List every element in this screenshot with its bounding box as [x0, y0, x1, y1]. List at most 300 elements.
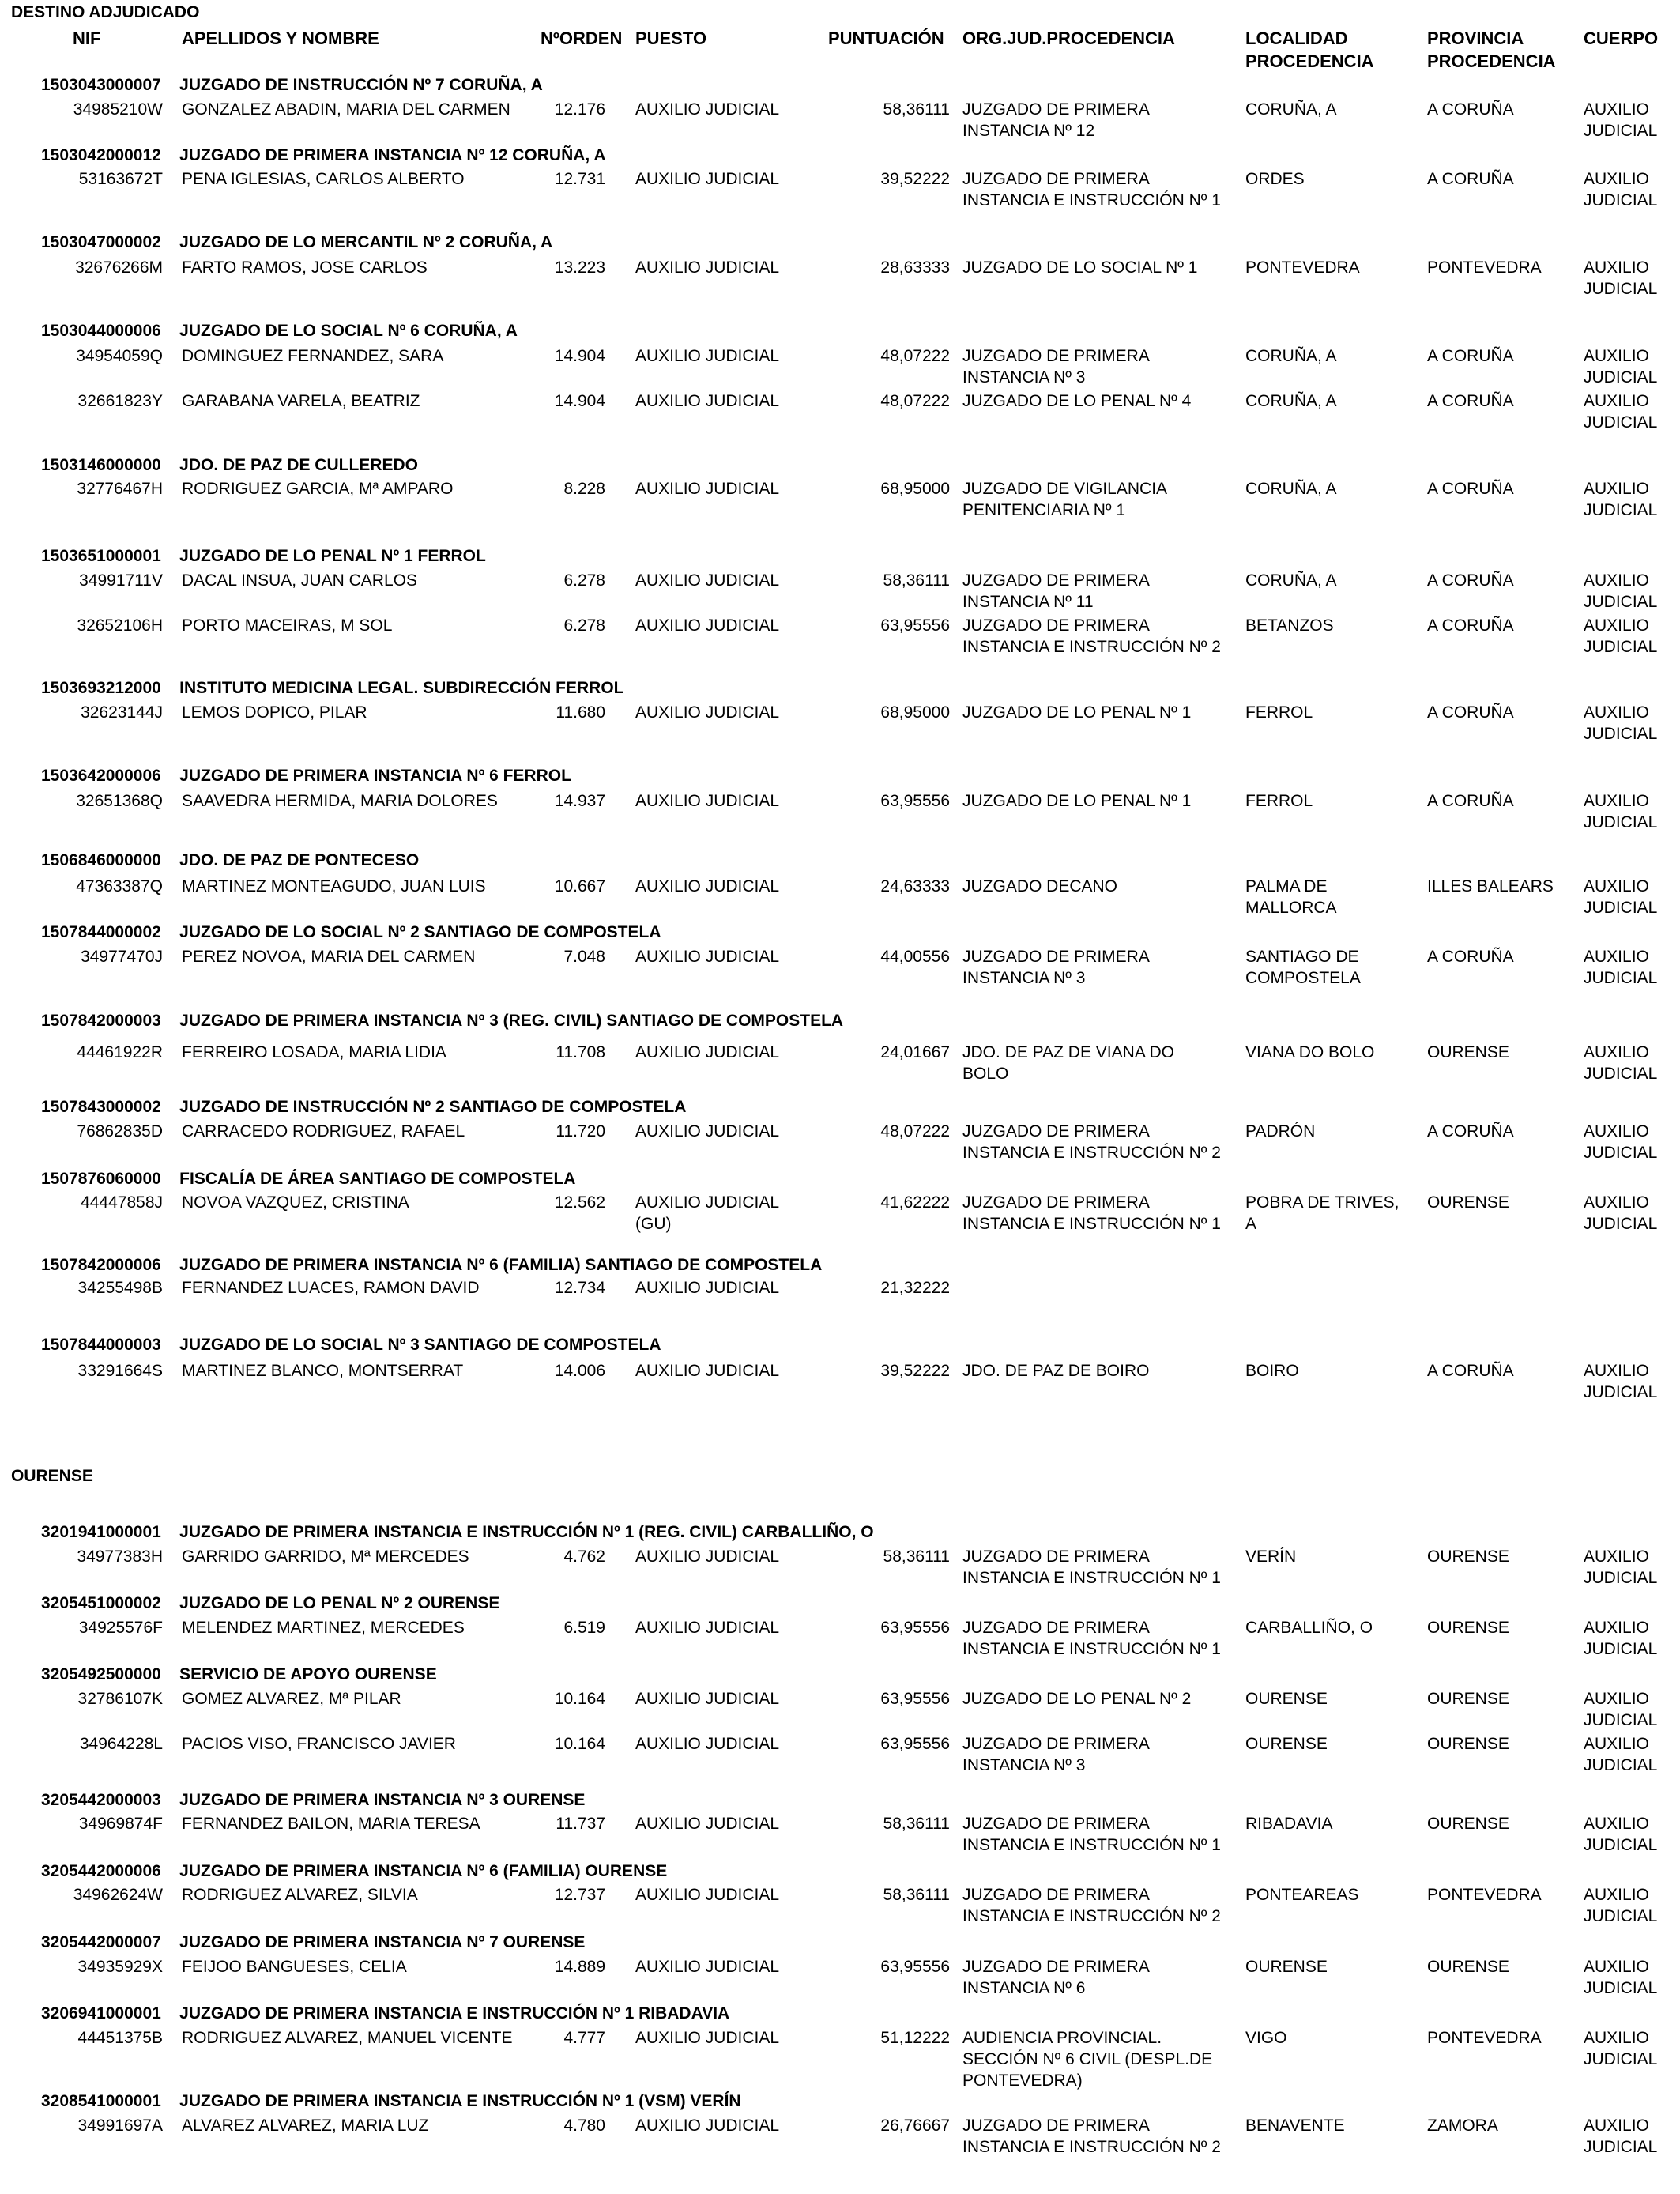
corps-cell-line: AUXILIO [1584, 347, 1649, 365]
name-cell: SAAVEDRA HERMIDA, MARIA DOLORES [182, 792, 498, 810]
origin-court-cell-line: INSTANCIA E INSTRUCCIÓN Nº 2 [962, 2138, 1221, 2156]
origin-locality-cell [1245, 1733, 1328, 1755]
nif-cell: 34255498B [77, 1279, 163, 1297]
name-cell: MARTINEZ MONTEAGUDO, JUAN LUIS [182, 877, 486, 895]
puesto-cell: AUXILIO JUDICIAL [635, 616, 780, 635]
origin-court-cell-line: SECCIÓN Nº 6 CIVIL (DESPL.DE [962, 2050, 1213, 2068]
order-cell: 4.777 [563, 2029, 605, 2047]
origin-province-cell-line: A CORUÑA [1427, 703, 1514, 722]
origin-province-cell [1427, 790, 1514, 812]
corps-cell-line: AUXILIO [1584, 480, 1649, 498]
table-row [0, 1813, 1680, 1860]
origin-province-cell-line: ZAMORA [1427, 2117, 1498, 2135]
origin-court-cell-line: JUZGADO DE PRIMERA [962, 1815, 1150, 1833]
origin-locality-cell-line: VERÍN [1245, 1547, 1297, 1566]
destination-heading: 1503043000007 JUZGADO DE INSTRUCCIÓN Nº 7 CORUÑA, A [41, 76, 543, 94]
origin-locality-cell [1245, 1956, 1328, 1977]
destination-heading: 3205442000007 JUZGADO DE PRIMERA INSTANCIA Nº 7 OURENSE [41, 1933, 586, 1951]
origin-court-cell [962, 345, 1150, 388]
table-row [0, 99, 1680, 146]
origin-locality-cell-line: PONTEVEDRA [1245, 258, 1360, 277]
origin-court-cell-line: INSTANCIA Nº 12 [962, 122, 1095, 140]
name-cell: MARTINEZ BLANCO, MONTSERRAT [182, 1362, 464, 1380]
origin-locality-cell-line: FERROL [1245, 792, 1313, 810]
origin-province-cell-line: A CORUÑA [1427, 100, 1514, 119]
header-cuerpo: CUERPO [1584, 28, 1659, 48]
corps-cell-line: AUXILIO [1584, 1193, 1649, 1212]
name-cell: ALVAREZ ALVAREZ, MARIA LUZ [182, 2117, 429, 2135]
corps-cell [1584, 390, 1657, 433]
origin-court-cell-line: AUDIENCIA PROVINCIAL. [962, 2029, 1162, 2047]
order-cell: 14.006 [554, 1362, 605, 1380]
table-row [0, 1546, 1680, 1593]
name-cell: FERNANDEZ BAILON, MARIA TERESA [182, 1815, 480, 1833]
corps-cell [1584, 257, 1657, 300]
score-cell: 63,95556 [880, 1690, 950, 1708]
nif-cell: 34925576F [78, 1619, 163, 1637]
destination-heading: 1506846000000 JDO. DE PAZ DE PONTECESO [41, 851, 420, 869]
table-row [0, 1733, 1680, 1781]
origin-court-cell-line: JUZGADO DE PRIMERA [962, 1886, 1150, 1904]
origin-court-cell [962, 1360, 1149, 1382]
caption: DESTINO ADJUDICADO [11, 3, 200, 21]
corps-cell-line: AUXILIO [1584, 170, 1649, 188]
origin-province-cell [1427, 478, 1514, 499]
score-cell: 21,32222 [880, 1279, 950, 1297]
order-cell: 4.762 [563, 1547, 605, 1566]
table-row [0, 615, 1680, 662]
origin-court-cell [962, 1617, 1221, 1660]
puesto-cell: AUXILIO JUDICIAL [635, 571, 780, 590]
origin-locality-cell-line: BOIRO [1245, 1362, 1299, 1380]
origin-locality-cell [1245, 1121, 1315, 1142]
corps-cell [1584, 946, 1657, 989]
puesto-cell: AUXILIO JUDICIAL [635, 100, 780, 119]
origin-court-cell [962, 946, 1150, 989]
destination-heading: 1507844000003 JUZGADO DE LO SOCIAL Nº 3 SANTIAGO DE COMPOSTELA [41, 1336, 661, 1354]
origin-locality-cell-line: PALMA DE [1245, 877, 1328, 895]
header-provincia [1427, 27, 1556, 73]
order-cell: 11.708 [556, 1043, 605, 1061]
name-cell: PORTO MACEIRAS, M SOL [182, 616, 393, 635]
puesto-cell: AUXILIO JUDICIAL [635, 2117, 780, 2135]
destination-heading: 1503044000006 JUZGADO DE LO SOCIAL Nº 6 CORUÑA, A [41, 322, 518, 340]
origin-province-cell [1427, 1042, 1509, 1063]
order-cell: 10.164 [554, 1735, 605, 1753]
origin-locality-cell-line: VIGO [1245, 2029, 1287, 2047]
order-cell: 14.937 [554, 792, 605, 810]
corps-cell-line: JUDICIAL [1584, 1836, 1658, 1854]
order-cell: 12.737 [554, 1886, 605, 1904]
origin-court-cell-line: JUZGADO DE PRIMERA [962, 347, 1150, 365]
origin-court-cell-line: INSTANCIA E INSTRUCCIÓN Nº 1 [962, 1640, 1221, 1658]
puesto-cell: AUXILIO JUDICIAL [635, 258, 780, 277]
table-row [0, 257, 1680, 304]
corps-cell-line: JUDICIAL [1584, 813, 1658, 831]
order-cell: 6.278 [563, 616, 605, 635]
puesto-cell: AUXILIO JUDICIAL [635, 1735, 780, 1753]
corps-cell-line: AUXILIO [1584, 2029, 1649, 2047]
origin-province-cell [1427, 390, 1514, 412]
origin-province-cell [1427, 1733, 1509, 1755]
origin-court-cell [962, 390, 1191, 412]
header-org: ORG.JUD.PROCEDENCIA [962, 28, 1175, 48]
origin-court-cell-line: INSTANCIA E INSTRUCCIÓN Nº 1 [962, 1836, 1221, 1854]
origin-court-cell-line: JDO. DE PAZ DE VIANA DO [962, 1043, 1174, 1061]
name-cell: PACIOS VISO, FRANCISCO JAVIER [182, 1735, 456, 1753]
corps-cell [1584, 478, 1657, 521]
table-row [0, 1277, 1680, 1325]
origin-locality-cell [1245, 168, 1305, 190]
origin-court-cell-line: JUZGADO DE PRIMERA [962, 2117, 1150, 2135]
origin-court-cell-line: JUZGADO DE PRIMERA [962, 1547, 1150, 1566]
score-cell: 24,63333 [880, 877, 950, 895]
corps-cell-line: JUDICIAL [1584, 2138, 1658, 2156]
corps-cell-line: AUXILIO [1584, 616, 1649, 635]
score-cell: 39,52222 [880, 170, 950, 188]
origin-locality-cell [1245, 1688, 1328, 1710]
corps-cell-line: AUXILIO [1584, 1619, 1649, 1637]
origin-court-cell-line: INSTANCIA E INSTRUCCIÓN Nº 2 [962, 638, 1221, 656]
name-cell: FERREIRO LOSADA, MARIA LIDIA [182, 1043, 446, 1061]
name-cell: DOMINGUEZ FERNANDEZ, SARA [182, 347, 444, 365]
nif-cell: 33291664S [77, 1362, 163, 1380]
origin-court-cell-line: JUZGADO DE LO PENAL Nº 1 [962, 703, 1192, 722]
origin-court-cell-line: JUZGADO DE PRIMERA [962, 1958, 1150, 1976]
origin-locality-cell [1245, 1617, 1373, 1638]
origin-province-cell-line: A CORUÑA [1427, 1122, 1514, 1140]
destination-heading: 1507842000006 JUZGADO DE PRIMERA INSTANCIA Nº 6 (FAMILIA) SANTIAGO DE COMPOSTELA [41, 1256, 823, 1274]
origin-court-cell-line: JUZGADO DE PRIMERA [962, 1619, 1150, 1637]
puesto-cell: AUXILIO JUDICIAL [635, 392, 780, 410]
origin-province-cell-line: PONTEVEDRA [1427, 258, 1542, 277]
corps-cell-line: JUDICIAL [1584, 1640, 1658, 1658]
origin-province-cell-line: A CORUÑA [1427, 948, 1514, 966]
origin-locality-cell [1245, 99, 1337, 120]
name-cell: PEREZ NOVOA, MARIA DEL CARMEN [182, 948, 476, 966]
origin-court-cell-line: JUZGADO DE VIGILANCIA [962, 480, 1168, 498]
origin-court-cell-line: JUZGADO DE PRIMERA [962, 100, 1150, 119]
order-cell: 10.164 [554, 1690, 605, 1708]
nif-cell: 32623144J [81, 703, 163, 722]
origin-locality-cell-line: OURENSE [1245, 1690, 1328, 1708]
origin-court-cell-line: INSTANCIA E INSTRUCCIÓN Nº 2 [962, 1907, 1221, 1925]
origin-province-cell-line: A CORUÑA [1427, 392, 1514, 410]
origin-province-cell-line: OURENSE [1427, 1619, 1509, 1637]
nif-cell: 32786107K [77, 1690, 163, 1708]
origin-court-cell-line: JDO. DE PAZ DE BOIRO [962, 1362, 1150, 1380]
name-cell: MELENDEZ MARTINEZ, MERCEDES [182, 1619, 465, 1637]
origin-court-cell-line: JUZGADO DE PRIMERA [962, 1735, 1150, 1753]
origin-locality-cell-line: POBRA DE TRIVES, [1245, 1193, 1399, 1212]
corps-cell-line: AUXILIO [1584, 2117, 1649, 2135]
origin-province-cell [1427, 345, 1514, 367]
origin-court-cell [962, 1884, 1221, 1927]
name-cell: GARABANA VARELA, BEATRIZ [182, 392, 420, 410]
table-row [0, 876, 1680, 923]
origin-locality-cell-line: CORUÑA, A [1245, 480, 1337, 498]
score-cell: 51,12222 [880, 2029, 950, 2047]
name-cell: DACAL INSUA, JUAN CARLOS [182, 571, 417, 590]
origin-province-cell [1427, 570, 1514, 591]
score-cell: 58,36111 [883, 571, 950, 590]
puesto-cell: AUXILIO JUDICIAL [635, 703, 780, 722]
origin-locality-cell [1245, 570, 1337, 591]
puesto-cell: AUXILIO JUDICIAL [635, 948, 780, 966]
nif-cell: 34935929X [77, 1958, 163, 1976]
origin-court-cell-line: INSTANCIA Nº 11 [962, 593, 1094, 611]
origin-locality-cell-line: OURENSE [1245, 1958, 1328, 1976]
corps-cell [1584, 2027, 1657, 2070]
order-cell: 12.731 [554, 170, 605, 188]
order-cell: 14.904 [554, 392, 605, 410]
score-cell: 58,36111 [883, 100, 950, 119]
corps-cell [1584, 570, 1657, 613]
nif-cell: 34964228L [79, 1735, 163, 1753]
origin-province-cell-line: OURENSE [1427, 1815, 1509, 1833]
destination-heading: 1507842000003 JUZGADO DE PRIMERA INSTANCIA Nº 3 (REG. CIVIL) SANTIAGO DE COMPOSTELA [41, 1012, 844, 1030]
score-cell: 44,00556 [880, 948, 950, 966]
order-cell: 14.889 [554, 1958, 605, 1976]
origin-province-cell-line: OURENSE [1427, 1735, 1509, 1753]
score-cell: 39,52222 [880, 1362, 950, 1380]
origin-court-cell-line: JUZGADO DE PRIMERA [962, 170, 1150, 188]
puesto-cell: AUXILIO JUDICIAL [635, 1122, 780, 1140]
corps-cell-line: AUXILIO [1584, 1690, 1649, 1708]
corps-cell-line: JUDICIAL [1584, 1979, 1658, 1997]
origin-locality-cell-line: PONTEAREAS [1245, 1886, 1359, 1904]
name-cell: PENA IGLESIAS, CARLOS ALBERTO [182, 170, 465, 188]
table-row [0, 946, 1680, 993]
origin-province-cell-line: OURENSE [1427, 1193, 1509, 1212]
destination-heading: 3208541000001 JUZGADO DE PRIMERA INSTANCIA E INSTRUCCIÓN Nº 1 (VSM) VERÍN [41, 2092, 741, 2110]
corps-cell-line: AUXILIO [1584, 392, 1649, 410]
order-cell: 6.519 [563, 1619, 605, 1637]
origin-locality-cell-line: VIANA DO BOLO [1245, 1043, 1375, 1061]
corps-cell-line: AUXILIO [1584, 1362, 1649, 1380]
origin-province-cell-line: A CORUÑA [1427, 616, 1514, 635]
origin-locality-cell-line: CORUÑA, A [1245, 392, 1337, 410]
destination-heading: 3206941000001 JUZGADO DE PRIMERA INSTANCIA E INSTRUCCIÓN Nº 1 RIBADAVIA [41, 2004, 730, 2022]
corps-cell [1584, 790, 1657, 833]
origin-locality-cell [1245, 1042, 1374, 1063]
origin-province-cell-line: ILLES BALEARS [1427, 877, 1554, 895]
origin-locality-cell-line: BETANZOS [1245, 616, 1334, 635]
table-row [0, 2115, 1680, 2162]
origin-court-cell [962, 1688, 1191, 1710]
puesto-cell: AUXILIO JUDICIAL [635, 877, 780, 895]
destination-heading: 1503047000002 JUZGADO DE LO MERCANTIL Nº 2 CORUÑA, A [41, 233, 553, 251]
nif-cell: 34962624W [73, 1886, 163, 1904]
score-cell: 63,95556 [880, 1735, 950, 1753]
destination-heading: 3205492500000 SERVICIO DE APOYO OURENSE [41, 1665, 437, 1683]
header-puntuacion: PUNTUACIÓN [828, 28, 944, 48]
origin-province-cell [1427, 946, 1514, 967]
origin-locality-cell-line: ORDES [1245, 170, 1305, 188]
origin-locality-cell [1245, 257, 1360, 278]
score-cell: 58,36111 [883, 1886, 950, 1904]
corps-cell-line: AUXILIO [1584, 100, 1649, 119]
origin-locality-cell-line: MALLORCA [1245, 899, 1337, 917]
score-cell: 24,01667 [880, 1043, 950, 1061]
origin-locality-cell-line: CORUÑA, A [1245, 347, 1337, 365]
origin-court-cell-line: INSTANCIA E INSTRUCCIÓN Nº 1 [962, 1215, 1221, 1233]
origin-locality-cell-line: CARBALLIÑO, O [1245, 1619, 1373, 1637]
destination-heading: 1503146000000 JDO. DE PAZ DE CULLEREDO [41, 456, 418, 474]
corps-cell-line: JUDICIAL [1584, 969, 1658, 987]
corps-cell-line: AUXILIO [1584, 258, 1649, 277]
score-cell: 63,95556 [880, 1958, 950, 1976]
order-cell: 6.278 [563, 571, 605, 590]
origin-court-cell [962, 570, 1150, 613]
corps-cell-line: JUDICIAL [1584, 191, 1658, 209]
table-row [0, 168, 1680, 216]
name-cell: CARRACEDO RODRIGUEZ, RAFAEL [182, 1122, 465, 1140]
table-row [0, 570, 1680, 617]
corps-cell [1584, 345, 1657, 388]
table-row [0, 478, 1680, 526]
origin-province-cell [1427, 2115, 1498, 2136]
score-cell: 63,95556 [880, 616, 950, 635]
corps-cell-line: JUDICIAL [1584, 1383, 1658, 1401]
origin-locality-cell-line: OURENSE [1245, 1735, 1328, 1753]
corps-cell-line: JUDICIAL [1584, 1144, 1658, 1162]
origin-court-cell [962, 2027, 1212, 2091]
puesto-cell: AUXILIO JUDICIAL [635, 347, 780, 365]
corps-cell-line: JUDICIAL [1584, 368, 1658, 386]
origin-province-cell-line: A CORUÑA [1427, 480, 1514, 498]
corps-cell [1584, 1617, 1657, 1660]
puesto-cell: AUXILIO JUDICIAL [635, 170, 780, 188]
origin-locality-cell [1245, 478, 1337, 499]
corps-cell-line: JUDICIAL [1584, 1065, 1658, 1083]
origin-province-cell [1427, 2027, 1542, 2049]
score-cell: 63,95556 [880, 792, 950, 810]
corps-cell [1584, 168, 1657, 211]
origin-locality-cell [1245, 345, 1337, 367]
destination-heading: 1503642000006 JUZGADO DE PRIMERA INSTANCIA Nº 6 FERROL [41, 767, 571, 785]
name-cell: RODRIGUEZ ALVAREZ, SILVIA [182, 1886, 418, 1904]
origin-province-cell [1427, 1121, 1514, 1142]
score-cell: 48,07222 [880, 347, 950, 365]
corps-cell-line: JUDICIAL [1584, 122, 1658, 140]
puesto-cell: AUXILIO JUDICIAL [635, 1043, 780, 1061]
table-row [0, 2027, 1680, 2090]
origin-locality-cell [1245, 1884, 1359, 1906]
origin-court-cell [962, 2115, 1221, 2158]
origin-court-cell [962, 1121, 1221, 1163]
score-cell: 58,36111 [883, 1815, 950, 1833]
puesto-cell: AUXILIO JUDICIAL [635, 1362, 780, 1380]
corps-cell [1584, 1192, 1657, 1235]
nif-cell: 34969874F [78, 1815, 163, 1833]
origin-court-cell-line: JUZGADO DE LO PENAL Nº 4 [962, 392, 1192, 410]
destination-heading: 3205451000002 JUZGADO DE LO PENAL Nº 2 OURENSE [41, 1594, 500, 1612]
corps-cell [1584, 1360, 1657, 1403]
corps-cell-line: AUXILIO [1584, 703, 1649, 722]
origin-locality-cell [1245, 702, 1313, 723]
corps-cell-line: JUDICIAL [1584, 1756, 1658, 1774]
corps-cell-line: JUDICIAL [1584, 725, 1658, 743]
corps-cell [1584, 1688, 1657, 1731]
corps-cell-line: JUDICIAL [1584, 638, 1658, 656]
nif-cell: 44461922R [77, 1043, 163, 1061]
table-row [0, 790, 1680, 838]
nif-cell: 34977470J [81, 948, 163, 966]
name-cell: RODRIGUEZ ALVAREZ, MANUEL VICENTE [182, 2029, 513, 2047]
origin-court-cell [962, 1546, 1221, 1589]
order-cell: 10.667 [554, 877, 605, 895]
puesto-cell: AUXILIO JUDICIAL [635, 1547, 780, 1566]
table-row [0, 1360, 1680, 1408]
origin-province-cell [1427, 1546, 1509, 1567]
origin-locality-cell [1245, 1192, 1399, 1235]
origin-court-cell [962, 1733, 1150, 1776]
nif-cell: 32651368Q [76, 792, 163, 810]
origin-province-cell [1427, 1884, 1542, 1906]
origin-locality-cell-line: RIBADAVIA [1245, 1815, 1333, 1833]
destination-heading: 1507844000002 JUZGADO DE LO SOCIAL Nº 2 SANTIAGO DE COMPOSTELA [41, 923, 661, 941]
corps-cell-line: JUDICIAL [1584, 280, 1658, 298]
origin-province-cell-line: A CORUÑA [1427, 571, 1514, 590]
score-cell: 41,62222 [880, 1193, 950, 1212]
origin-court-cell-line: INSTANCIA E INSTRUCCIÓN Nº 1 [962, 191, 1221, 209]
origin-locality-cell-line: COMPOSTELA [1245, 969, 1361, 987]
nif-cell: 53163672T [78, 170, 163, 188]
corps-cell-line: AUXILIO [1584, 1043, 1649, 1061]
origin-province-cell [1427, 876, 1554, 897]
table-row [0, 1042, 1680, 1089]
puesto-cell: AUXILIO JUDICIAL [635, 1279, 780, 1297]
origin-court-cell-line: JUZGADO DE LO PENAL Nº 1 [962, 792, 1192, 810]
corps-cell [1584, 1956, 1657, 1999]
origin-province-cell-line: OURENSE [1427, 1958, 1509, 1976]
origin-court-cell-line: JUZGADO DE PRIMERA [962, 571, 1150, 590]
corps-cell-line: JUDICIAL [1584, 899, 1658, 917]
table-row [0, 345, 1680, 393]
origin-court-cell [962, 99, 1150, 141]
corps-cell-line: JUDICIAL [1584, 413, 1658, 432]
order-cell: 11.720 [556, 1122, 605, 1140]
origin-court-cell [962, 1042, 1174, 1084]
order-cell: 8.228 [563, 480, 605, 498]
origin-province-cell [1427, 1617, 1509, 1638]
origin-court-cell [962, 1956, 1150, 1999]
nif-cell: 34991711V [79, 571, 163, 590]
corps-cell-line: AUXILIO [1584, 877, 1649, 895]
corps-cell [1584, 1121, 1657, 1163]
order-cell: 14.904 [554, 347, 605, 365]
corps-cell [1584, 1042, 1657, 1084]
origin-province-cell [1427, 1360, 1514, 1382]
destination-heading: 1507843000002 JUZGADO DE INSTRUCCIÓN Nº 2 SANTIAGO DE COMPOSTELA [41, 1098, 687, 1116]
origin-locality-cell [1245, 1813, 1332, 1834]
header-provincia-line1: PROVINCIA [1427, 28, 1524, 48]
order-cell: 4.780 [563, 2117, 605, 2135]
name-cell: FEIJOO BANGUESES, CELIA [182, 1958, 407, 1976]
destination-heading: 1507876060000 FISCALÍA DE ÁREA SANTIAGO DE COMPOSTELA [41, 1170, 576, 1188]
origin-locality-cell [1245, 615, 1334, 636]
order-cell: 11.737 [556, 1815, 605, 1833]
origin-court-cell-line: JUZGADO DE LO SOCIAL Nº 1 [962, 258, 1198, 277]
origin-court-cell-line: BOLO [962, 1065, 1009, 1083]
origin-locality-cell-line: PADRÓN [1245, 1122, 1316, 1140]
order-cell: 7.048 [563, 948, 605, 966]
origin-province-cell [1427, 257, 1542, 278]
table-row [0, 1688, 1680, 1736]
score-cell: 48,07222 [880, 1122, 950, 1140]
nif-cell: 47363387Q [76, 877, 163, 895]
